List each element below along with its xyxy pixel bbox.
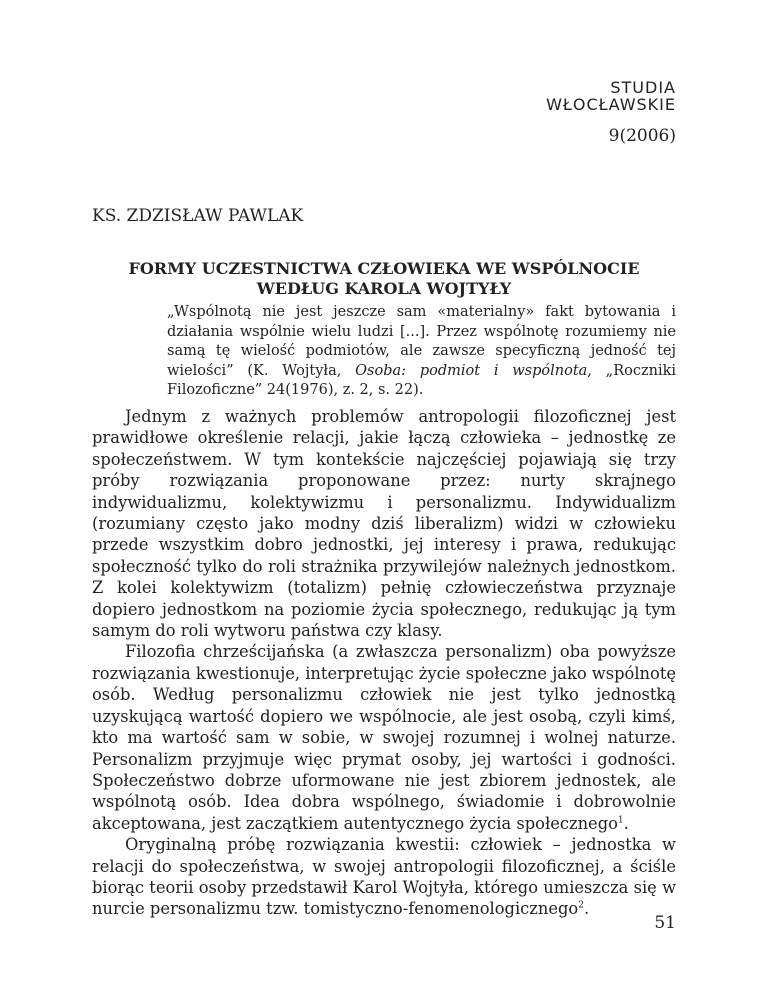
logo-line-studia: STUDIA [610, 78, 676, 97]
paragraph-1-text: Jednym z ważnych problemów antropologii filozoficznej jest prawidłowe określenie relacji, jakie łączą człowieka – jednostkę ze społeczeństwem. W tym kontekście najczęściej pojawiają się trzy próby rozwiązania proponowane przez: nurty skrajnego indywidualizmu, kolektywizmu i personalizmu. Indywidualizm (rozumiany często jako modny dziś liberalizm) widzi w człowieku przede wszystkim dobro jednostki, jej interesy i prawa, redukując społeczność tylko do roli strażnika przywilejów należnych jednostkom. Z kolei kolektywizm (totalizm) pełnię człowieczeństwa przyznaje dopiero jednostkom na poziomie życia społecznego, redukując ją tym samym do roli wytworu państwa czy klasy. [92, 407, 676, 641]
logo-line-wloclawskie: WŁOCŁAWSKIE [546, 95, 676, 114]
paragraph-3 [92, 834, 676, 920]
footnote-ref-1[interactable]: 1 [617, 815, 624, 826]
author-name: KS. ZDZISŁAW PAWLAK [92, 206, 304, 226]
epigraph-quote: „Wspólnotą nie jest jeszcze sam «materialny» fakt bytowania i działania wspólnie wielu ludzi [...]. Przez wspólnotę rozumiemy nie samą tę wielość podmiotów, ale zawsze specyficzną jedność tej wielości” (K. Wojtyła, [167, 304, 676, 379]
paragraph-3-end: . [583, 899, 590, 919]
journal-logo [546, 80, 676, 113]
paragraph-2 [92, 641, 676, 834]
issue-number: 9(2006) [608, 126, 676, 146]
epigraph-source-title: Osoba: podmiot i wspólnota [355, 362, 588, 379]
paragraph-3-text: Oryginalną próbę rozwiązania kwestii: człowiek – jednostka w relacji do społeczeństwa, w swojej antropologii filozoficznej, a ściśle biorąc teorii osoby przedstawił Karol Wojtyła, którego umieszcza się w nurcie personalizmu tzw. tomistyczno-fenomenologicznego [92, 835, 676, 919]
paragraph-1 [92, 406, 676, 641]
article-title [92, 259, 676, 299]
paragraph-2-text: Filozofia chrześcijańska (a zwłaszcza personalizm) oba powyższe rozwiązania kwestionuje, interpretując życie społeczne jako wspólnotę osób. Według personalizmu człowiek nie jest tylko jednostką uzyskującą wartość dopiero we wspólnocie, ale jest osobą, czyli kimś, kto ma wartość sam w sobie, w swojej rozumnej i wolnej naturze. Personalizm przyjmuje więc prymat osoby, jej wartości i godności. Społeczeństwo dobrze uformowane nie jest zbiorem jednostek, ale wspólnotą osób. Idea dobra wspólnego, świadomie i dobrowolnie akceptowana, jest zaczątkiem autentycznego życia społecznego [92, 642, 676, 833]
page-number: 51 [654, 913, 676, 933]
epigraph-source-rest: , „Roczniki Filozoficzne” 24(1976), z. 2, s. 22). [167, 362, 677, 398]
paragraph-2-end: . [623, 813, 629, 833]
footnote-ref-2[interactable]: 2 [578, 900, 584, 911]
title-line-1: FORMY UCZESTNICTWA CZŁOWIEKA WE WSPÓLNOCIE [128, 259, 640, 278]
title-line-2: WEDŁUG KAROLA WOJTYŁY [256, 279, 512, 298]
article-body [92, 406, 676, 920]
epigraph [167, 303, 676, 401]
